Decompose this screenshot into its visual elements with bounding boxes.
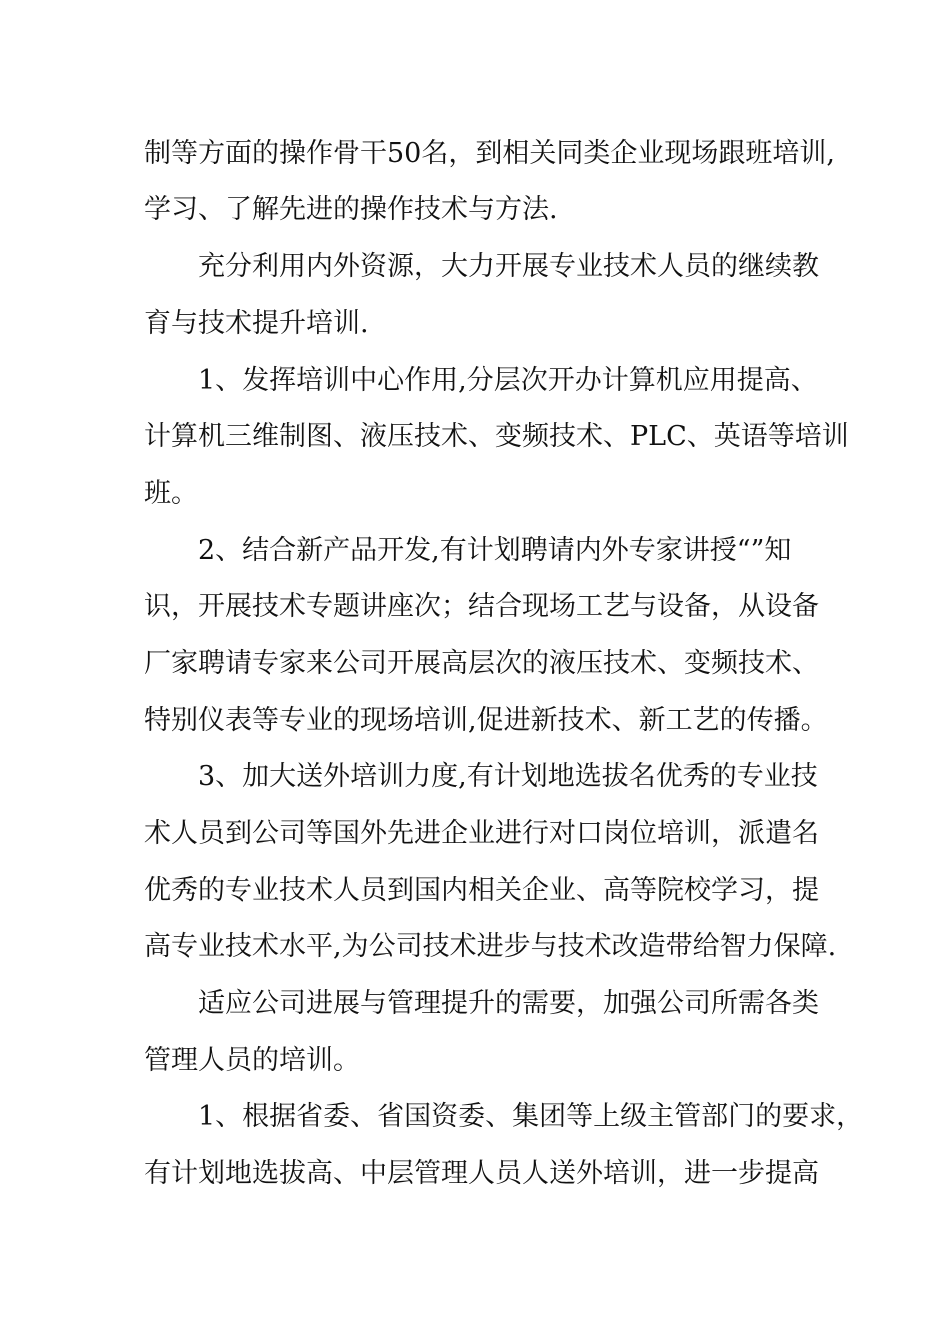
paragraph-line: 管理人员的培训。 [144,1045,360,1076]
paragraph-line: 学习、了解先进的操作技术与方法. [144,194,558,225]
paragraph-line: 班。 [144,478,198,509]
paragraph-line: 特别仪表等专业的现场培训,促进新技术、新工艺的传播。 [144,705,828,736]
paragraph-line: 1、发挥培训中心作用,分层次开办计算机应用提高、 [198,365,818,396]
paragraph-line: 制等方面的操作骨干50名，到相关同类企业现场跟班培训, [144,138,835,169]
paragraph-line: 有计划地选拔高、中层管理人员人送外培训，进一步提高 [144,1158,819,1189]
paragraph-line: 3、加大送外培训力度,有计划地选拔名优秀的专业技 [198,761,818,792]
paragraph-line: 育与技术提升培训. [144,308,369,339]
paragraph-line: 高专业技术水平,为公司技术进步与技术改造带给智力保障. [144,931,837,962]
paragraph-line: 术人员到公司等国外先进企业进行对口岗位培训，派遣名 [144,818,819,849]
paragraph-line: 厂家聘请专家来公司开展高层次的液压技术、变频技术、 [144,648,819,679]
paragraph-line: 2、结合新产品开发,有计划聘请内外专家讲授“”知 [198,535,792,566]
paragraph-line: 识，开展技术专题讲座次；结合现场工艺与设备，从设备 [144,591,819,622]
paragraph-line: 1、根据省委、省国资委、集团等上级主管部门的要求， [198,1101,864,1132]
paragraph-line: 充分利用内外资源，大力开展专业技术人员的继续教 [198,251,819,282]
paragraph-line: 计算机三维制图、液压技术、变频技术、PLC、英语等培训 [144,421,849,452]
paragraph-line: 适应公司进展与管理提升的需要，加强公司所需各类 [198,988,819,1019]
paragraph-line: 优秀的专业技术人员到国内相关企业、高等院校学习，提 [144,875,819,906]
